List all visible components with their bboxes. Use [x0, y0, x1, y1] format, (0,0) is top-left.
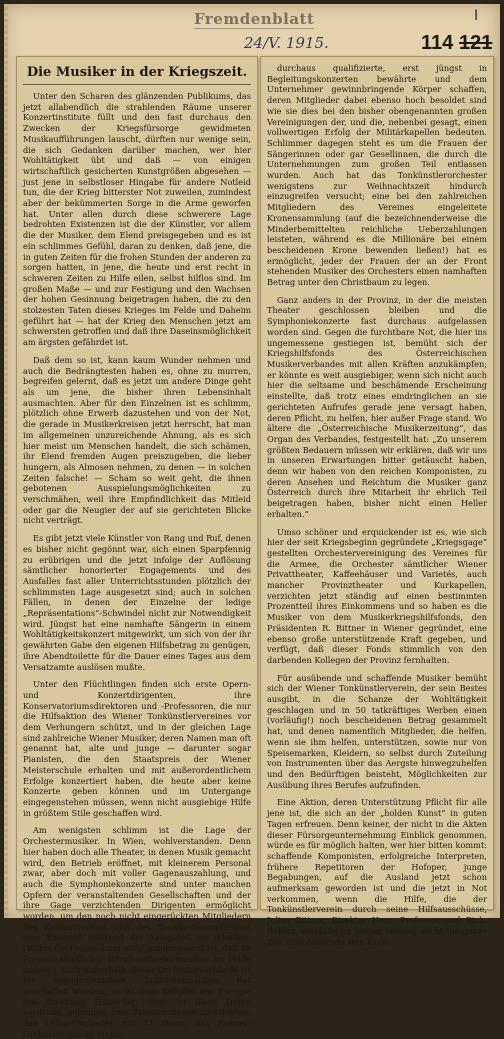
paragraph: Es gibt jetzt viele Künstler von Rang und Ruf, denen es bisher nicht gegönnt war, sich einen Sparpfennig zu erübrigen und die jetzt infolge der Auflösung sämtlicher honorierter Engagements und des Ausfalles fast aller Unterrichtsstunden plötzlich der schlimmsten Lage ausgesetzt sind; auch in solchen Fällen, in denen der Einzelne der ledige „Repräsentations“-Schwindel nicht zur Notwendigkeit wird. Jüngst hat eine namhafte Sängerin in einem Wohltätigkeitskonzert mitgewirkt, um sich von der ihr gewährten Gabe den eigenen Hilfsbetrag zu genügen, ihre Abendtoilette für die Dauer eines Tages aus dem Versatzamte auslösen mußte. [23, 533, 251, 672]
newspaper-masthead: Fremdenblatt [194, 10, 315, 28]
paragraph: Am wenigsten schlimm ist die Lage der Orchestermusiker. In Wien, wohlverstanden. Denn hier haben doch alle Theater, in denen Musik gemacht wird, den Betrieb eröffnet, mit kleinerem Personal zwar, aber doch mit voller Gagenauszahlung, und auch die Symphoniekonzerte sind unter manchen Opfern der veranstaltenden Gesellschaften und der ihre Gage verzichtenden Dirigenten ermöglicht worden, um den noch nicht eingerückten Mitgliedern des Konzertvereins und des Tonkünstlerorchesters eine Existenz während der Kriegszeit zu schaffen. (Wobei die Feststellung nicht uninteressant ist, daß 48 Prozent sämtlicher Berufsorchestermusiker im Felde stehen!) Auch außerhalb dieser Orchesterverbände ist für engagementslose Instrumentalisten Rat geschaffen worden; es ist zum Beispiel der Energie des Direktors Hölzering, denn ist diese Daten verdanke, gelungen, zwei Privatorchester zu schaffen, das Lehar-Orchester mit 42 Mann, das Ziehrer-Orchester mit 24 Mann, [23, 825, 251, 1039]
clipping-left-column [16, 56, 258, 1039]
paragraph: Unter den Scharen des glänzenden Publikums, das jetzt allabendlich die strahlenden Räume unserer Konzertinstitute füllt und den fast durchaus den Zwecken der Kriegsfürsorge gewidmeten Musikaufführungen lauscht, dürften nur wenige sein, die sich Gedanken darüber machen, wer hier Wohltätigkeit übt und daß — von einigen wirtschaftlich gesicherten Kunstgrößen abgesehen — just jene in selbstloser Hingabe für andere Notleid tun, die der Krieg bitterster Not zuweilen, zumindest aber der bekümmerten Sorge in die Arme geworfen hat. Unter allen durch diese schwerere Lage bedrohten Existenzen ist die der Künstler, vor allem die der Musiker, dem Elend preisgegeben und es ist ein schlimmes Gefühl, daran zu denken, daß jene, die in guten Zeiten für die frohen Stunden der anderen zu sorgen hatten, in jene, die heute und erst recht in schweren Zeiten zu Hilfe eilen, selbst hilflos sind. Im großen Maße — und zur Festigung und den Wachsen der hohen Gesinnung beigetragen haben, die zu den stolzesten Taten dieses Krieges im Felde und Daheim geführt hat — hat der Krieg den Menschen jetzt am schwersten getroffen und daß ihre Daseinsmöglichkeit am ärgsten gefährdet ist. [23, 91, 251, 348]
archive-sheet [4, 4, 500, 1039]
paragraph: durchaus qualifizierte, erst jüngst in Begleitungskonzerten bewährte und dem Unternehmer gewinnbringende Körper schaffen, deren Mitglieder dabei ebenso hoch besoldet sind wie sie dies bei den bisher obengenannten großen Vereinigungen der, und die, nebenbei gesagt, einen vollwertigen Erfolg der Militärkapellen bedeuten. Schlimmer dagegen steht es um die Frauen der Sängerinnen oder gar Gesellinnen, die durch die Unternehmungen zum großen Teil entlassen wurden. Auch hat das Tonkünstlerorchester wenigstens zur Weihnachtszeit hindurch einzugreifen versucht; eine bei den zahlreichen Mitgliedern des Vereines eingeleitete Kronensammlung (auf die bezeichnenderweise die Minderbemittelten reichliche Ueberzahlungen leisteten, während es die Millionäre bei einem bescheidenen Krone bewenden ließen!) hat es ermöglicht, jeder der Frauen der an der Front stehenden Musiker des Orchesters einen namhaften Betrag unter den Christbaum zu legen. [267, 63, 487, 288]
sheet-edge-texture [4, 4, 8, 918]
paragraph: Eine Aktion, deren Unterstützung Pflicht für alle jene ist, die sich an der „holden Kunst“ in guten Tagen erfreuen. Denn keiner, der nicht in die Akten dieser Fürsorgeunternehmung Einblick genommen, würde es für möglich halten, wer hier bitten kommt: schaffende Komponisten, erfolgreiche Interpreten, frühere Repetitoren der Hofoper, junge Begabungen, auf die Ausland jetzt schon aufmerksam geworden ist und die jetzt in Not verkommen, wenn die Hilfe, die der Tonkünstlerverein durch seine Hilfsausschüsse, Julius Bittner, Direktor Herz, Professor und Rich. Robert, vorläufig zu leisten vermag, nicht die ganze Zeit überdauernde sein kann. [267, 797, 487, 947]
paragraph: Umso schöner und erquickender ist es, wie sich hier der seit Kriegsbeginn gegründete „Kriegsgage“ gestellten Orchestervereinigung des Vereines für die Armee, die Orchester sämtlicher Wiener Privattheater, Kaffeehäuser und Varietés, auch mancher Provinztheater und Kurkapellen, verzichten jetzt ständig auf einen bestimmten Prozentteil ihres Einkommens und so haben es die Musiker von dem Musikerkriegshilfsfonds, den Präsidenten R. Bittner in Wiener gegründet, eine ebenso große unterstützende Kraft gegeben, und verfügt, daß dieser Fonds stimmlich von den darbenden Kollegen der Provinz fernhalten. [267, 526, 487, 665]
clipping-right-column [260, 56, 494, 947]
paragraph: Daß dem so ist, kann kaum Wunder nehmen und auch die Bedrängtesten haben es, ohne zu murren, begreifen gelernt, daß es jetzt um andere Dinge geht als um jene, die bisher ihren Lebensinhalt ausmachten. Aber für den Einzelnen ist es schlimm, plötzlich ohne Erwerb dazustehen und von der Not, die gerade in Musikerkreisen jetzt herrscht, hat man im allgemeinen unzureichende Ahnung, als es sich hier meist um Menschen handelt, die sich schämen, ihr Elend fremden Augen preiszugeben, die lieber hungern, als Almosen nehmen, zu denen — in solchen Zeiten falsche! — Scham so weit geht, die ihnen gebotenen Ausspielungsmöglichkeiten zu verschmähen, weil ihre Empfindlichkeit das Mitleid oder gar die Neugier der auf sie gerichteten Blicke nicht verträgt. [23, 354, 251, 526]
paragraph: Für ausübende und schaffende Musiker bemüht sich der Wiener Tonkünstlerverein, der sein Bestes ausgibt, in die Schanze der Wohltätigkeit geschlagen und in 50 tatkräftiges Werben einen (vorläufig!) noch bescheidenen Betrag gesammelt hat, und denen namentlich Mitglieder, die helfen, wenn sie ihm helfen, unterstützen, sowie nur von Speisemarken, Kleidern, so selbst durch Zuteilung von Instrumenten über das Aergste hinwegzuhelfen und den Bedürftigen beisteht, Möglichkeiten zur Ausübung ihres Berufes aufzufinden. [267, 672, 487, 790]
masthead-rule [194, 28, 314, 29]
article-body-right [267, 63, 487, 947]
handwritten-date: 24/V. 1915. [244, 34, 329, 52]
article-body-left [23, 91, 251, 1039]
paragraph: Ganz anders in der Provinz, in der die meisten Theater geschlossen bleiben und die Symphoniekonzerte fast durchaus aufgelassen worden sind. Gegen die furchtbare Not, die hier ins ungemessene gestiegen ist, bemüht sich der Kriegshilfsfonds des Österreichischen Musikerverbandes mit allen Kräften anzukämpfen; er könnte es weit ausgiebiger, wenn sich nicht auch hier die seltsame und beschämende Erscheinung einstellte, daß trotz eines eindringlichen an sie gerichteten Aufrufes gerade jene versagt haben, deren Pflicht, zu helfen, hier außer Frage stand. Wo ältere die „Österreichische Musikerzeitung“, das Organ des Verbandes, festgestellt hat: „Zu unserem größten Bedauern müssen wir erklären, daß wir uns in unseren Erwartungen bitter getäuscht haben, denn wir haben von den reichen Komponisten, zu deren Ansehen und Reichtum die Musiker ganz Österreich durch ihre Mitarbeit ihr ehrlich Teil beigetragen haben, bisher nicht einen Heller erhalten.“ [267, 294, 487, 519]
page-number: 114 [421, 32, 454, 54]
corner-handwritten-mark: I [474, 8, 479, 24]
crossed-out-page-number: 121 [459, 32, 493, 54]
article-headline: Die Musiker in der Kriegszeit. [23, 65, 251, 85]
paragraph: Unter den Flüchtlingen finden sich erste Opern- und Konzertdirigenten, ihre Konservatoriumsdirektoren und -Professoren, die nur die Hilfsaktion des Wiener Tonkünstlervereines vor dem Verhungern schützt, und in der gleichen Lage sind zahlreiche Wiener Musiker, deren Namen man oft genannt hat, alte und junge — darunter sogar Pianisten, die den Staatspreis der Wiener Meisterschule erhalten und mit außerordentlichem Erfolge konzertiert haben, die heute aber keine Konzerte geben können und im Untergange eingegenstehen müssen, wenn nicht ausgiebige Hilfe in größtem Stile geschaffen wird. [23, 679, 251, 818]
